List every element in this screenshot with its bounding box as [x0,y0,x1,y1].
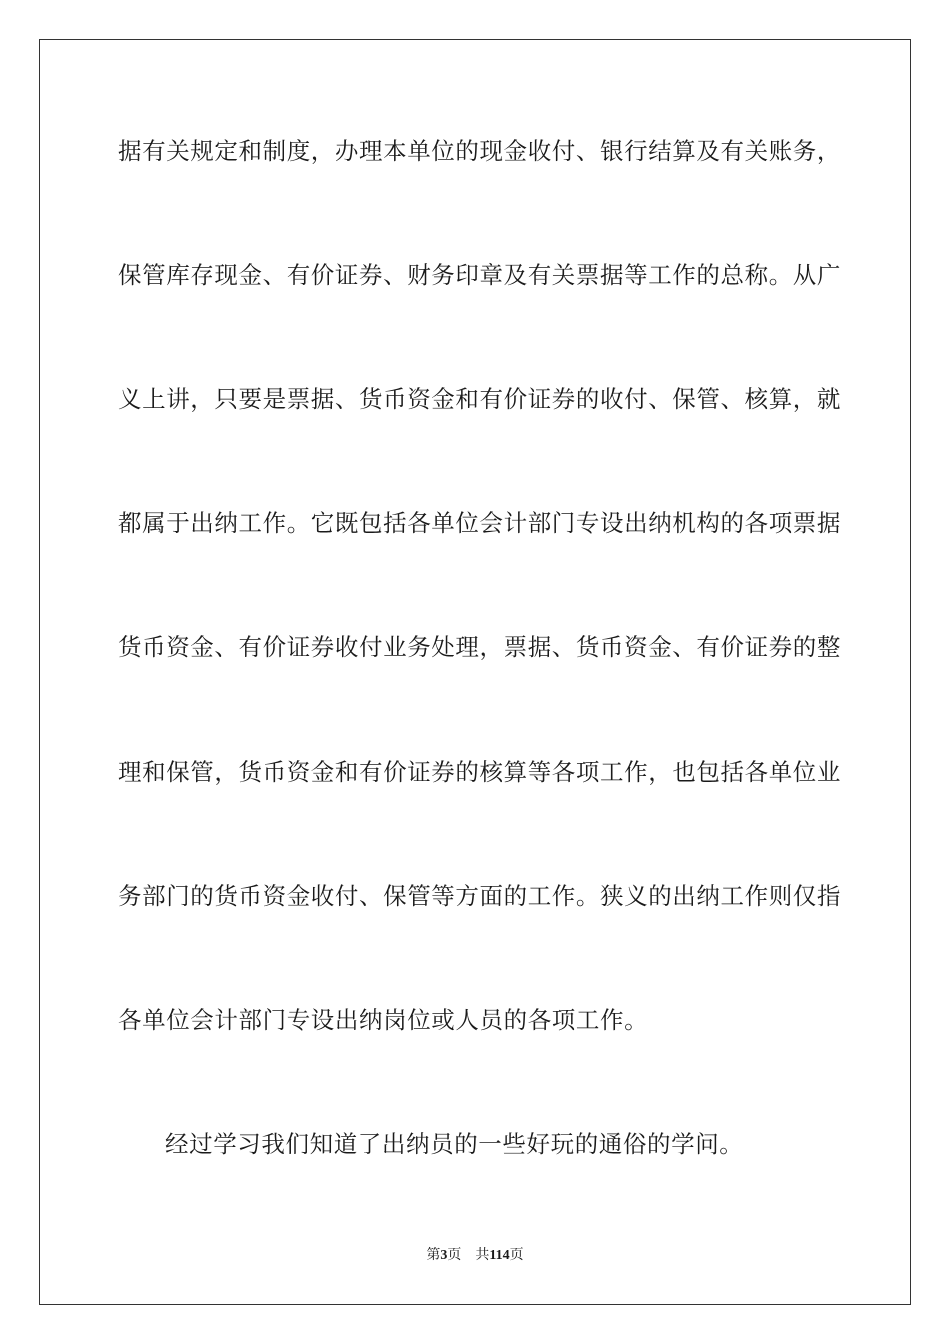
paragraph-line: 经过学习我们知道了出纳员的一些好玩的通俗的学问。 [165,1130,744,1158]
paragraph-line: 务部门的货币资金收付、保管等方面的工作。狭义的出纳工作则仅指 [118,882,841,910]
paragraph-line: 保管库存现金、有价证券、财务印章及有关票据等工作的总称。从广 [118,261,841,289]
paragraph-line: 理和保管，货币资金和有价证券的核算等各项工作，也包括各单位业 [118,758,841,786]
page-footer [0,1246,950,1265]
page-prefix: 第 [426,1247,441,1263]
paragraph-line: 货币资金、有价证券收付业务处理，票据、货币资金、有价证券的整 [118,633,841,661]
total-pages-number: 114 [489,1248,510,1263]
paragraph-line: 义上讲，只要是票据、货币资金和有价证券的收付、保管、核算，就 [118,385,841,413]
paragraph-line: 据有关规定和制度，办理本单位的现金收付、银行结算及有关账务， [118,137,841,165]
total-suffix: 页 [509,1247,524,1263]
total-prefix: 共 [475,1247,490,1263]
current-page-number: 3 [440,1248,448,1263]
paragraph-line: 各单位会计部门专设出纳岗位或人员的各项工作。 [118,1006,649,1034]
page-border [39,39,911,1305]
paragraph-line: 都属于出纳工作。它既包括各单位会计部门专设出纳机构的各项票据 [118,509,841,537]
page-suffix: 页 [447,1247,462,1263]
